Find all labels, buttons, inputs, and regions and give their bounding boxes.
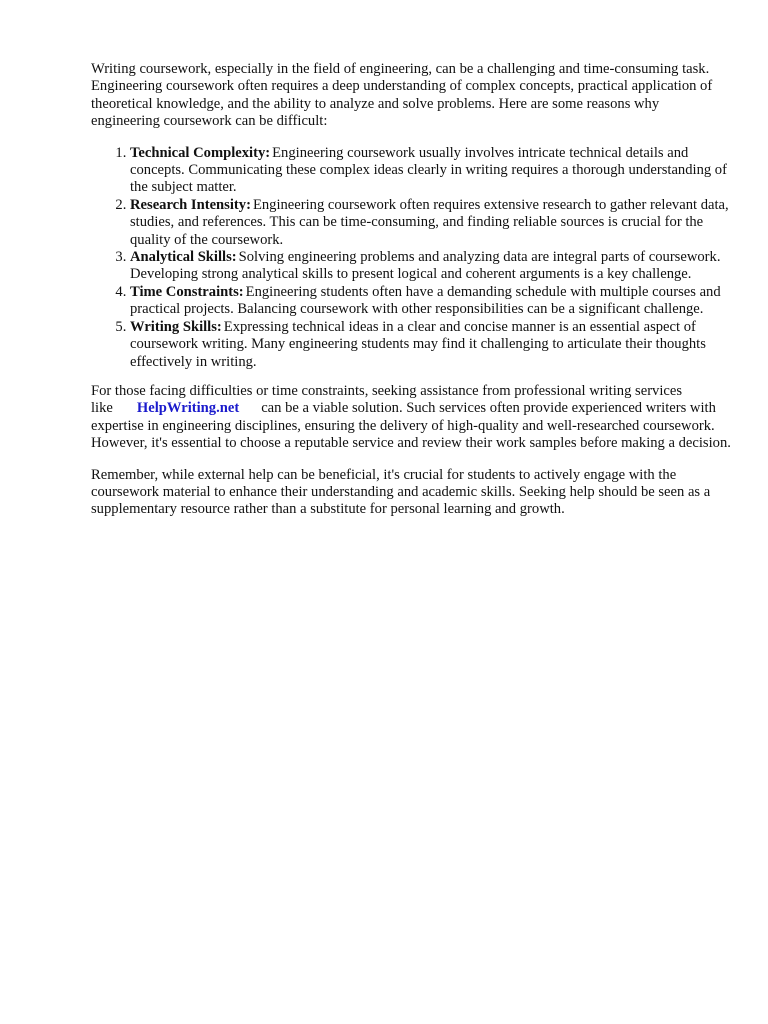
reason-term: Technical Complexity: <box>130 144 271 161</box>
assistance-text-after: can be a viable solution. Such services often provide experienced writers with expertise in engineering disciplines, ensuring the delivery of high-quality and well-researched coursework. However, it's essential to choose a reputable service and review their work samples before making a decision. <box>91 400 731 452</box>
list-item <box>130 197 731 249</box>
reasons-list <box>91 145 731 371</box>
reason-term: Analytical Skills: <box>130 249 237 266</box>
helpwriting-link[interactable]: HelpWriting.net <box>136 400 240 417</box>
list-item <box>130 145 731 197</box>
document-page <box>91 61 731 519</box>
reason-text: Solving engineering problems and analyzing data are integral parts of coursework. Developing strong analytical skills to present logical and coherent arguments is a key challenge. <box>130 249 721 283</box>
reason-term: Writing Skills: <box>130 318 222 335</box>
list-item <box>130 284 731 319</box>
closing-paragraph: Remember, while external help can be beneficial, it's crucial for students to actively engage with the coursework material to enhance their understanding and academic skills. Seeking help should be seen as a supplementary resource rather than a substitute for personal learning and growth. <box>91 466 711 518</box>
assistance-text-before: For those facing difficulties or time constraints, seeking assistance from professional writing services like <box>91 382 683 417</box>
reason-text: Expressing technical ideas in a clear and concise manner is an essential aspect of coursework writing. Many engineering students may find it challenging to articulate their thoughts effectively in writing. <box>130 318 706 370</box>
reason-term: Research Intensity: <box>130 196 251 213</box>
assistance-paragraph <box>91 383 731 453</box>
list-item <box>130 319 731 371</box>
intro-paragraph: Writing coursework, especially in the field of engineering, can be a challenging and time-consuming task. Engineering coursework often requires a deep understanding of complex concepts, practical application of theoretical knowledge, and the ability to analyze and solve problems. Here are some reasons why engineering coursework can be difficult: <box>91 61 713 130</box>
reason-term: Time Constraints: <box>130 283 244 300</box>
reason-text: Engineering students often have a demanding schedule with multiple courses and practical projects. Balancing coursework with other responsibilities can be a significant challenge. <box>130 283 721 318</box>
list-item <box>130 249 731 284</box>
reason-text: Engineering coursework usually involves intricate technical details and concepts. Communicating these complex ideas clearly in writing requires a thorough understanding of the subject matter. <box>130 144 727 196</box>
reason-text: Engineering coursework often requires extensive research to gather relevant data, studies, and references. This can be time-consuming, and finding reliable sources is crucial for the quality of the coursework. <box>130 196 729 248</box>
